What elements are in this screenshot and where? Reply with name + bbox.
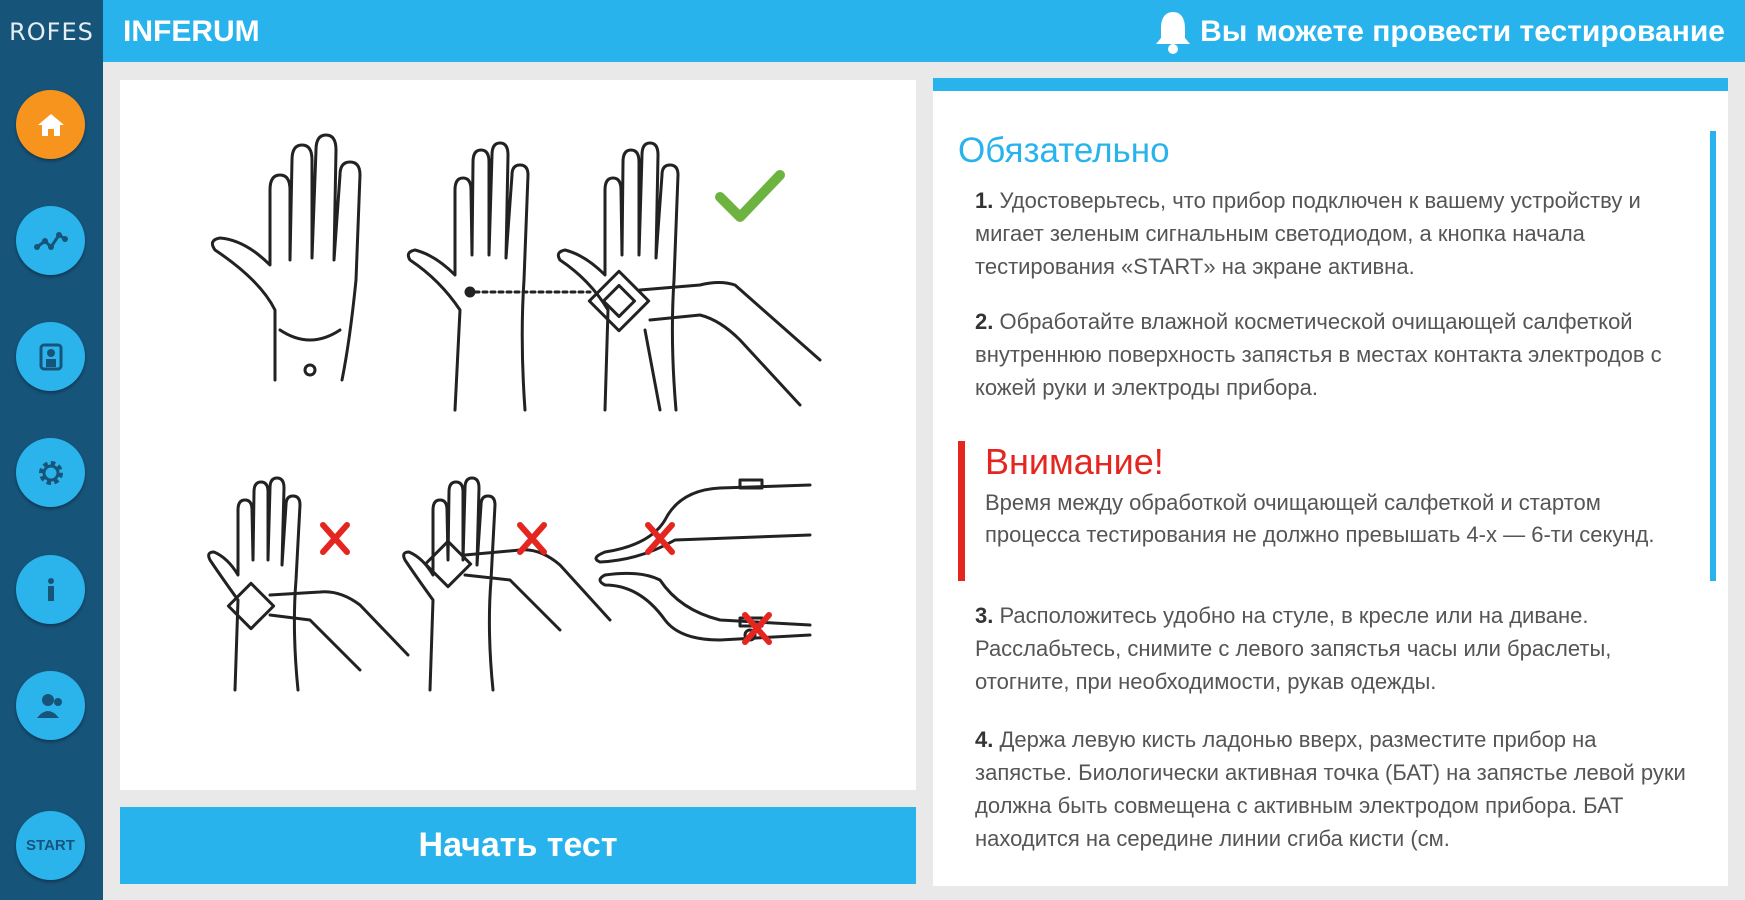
warning-text: Время между обработкой очищающей салфеткой и стартом процесса тестирования не должно превышать 4-х — 6-ти секунд. [985, 490, 1655, 547]
instructions-panel[interactable] [933, 78, 1728, 886]
warning-title: Внимание! [985, 441, 1164, 482]
nav-home-button[interactable] [16, 90, 85, 159]
home-icon [33, 107, 69, 143]
chart-line-icon [33, 223, 69, 259]
start-label: START [26, 837, 75, 854]
step-1-number: 1. [975, 188, 994, 213]
step-4-number: 4. [975, 727, 994, 752]
wrist-placement-illustration [120, 80, 916, 790]
app-logo: ROFES [9, 18, 94, 46]
step-3 [975, 599, 1695, 698]
required-title: Обязательно [958, 131, 1170, 170]
test-available-notice: Вы можете провести тестирование [1200, 15, 1725, 48]
nav-analytics-button[interactable] [16, 206, 85, 275]
start-button[interactable] [16, 811, 85, 880]
step-2 [975, 305, 1695, 404]
header-bar [103, 0, 1745, 62]
sidebar [0, 0, 103, 900]
app-title: INFERUM [123, 15, 260, 48]
step-1 [975, 184, 1695, 283]
start-test-button[interactable]: Начать тест [120, 807, 916, 884]
illustration-panel [120, 80, 916, 790]
nav-settings-button[interactable] [16, 438, 85, 507]
step-3-text: Расположитесь удобно на стуле, в кресле или на диване. Расслабьтесь, снимите с левого запястья часы или браслеты, отогните, при необходимости, рукав одежды. [975, 603, 1612, 694]
bell-icon[interactable] [1148, 6, 1198, 56]
nav-device-button[interactable] [16, 322, 85, 391]
nav-info-button[interactable] [16, 555, 85, 624]
device-icon [33, 339, 69, 375]
step-2-number: 2. [975, 309, 994, 334]
gear-icon [33, 455, 69, 491]
step-4 [975, 723, 1695, 855]
scrollbar[interactable] [1710, 131, 1716, 581]
warning-box [958, 441, 1678, 581]
step-3-number: 3. [975, 603, 994, 628]
step-4-text: Держа левую кисть ладонью вверх, разместите прибор на запястье. Биологически активная точка (БАТ) на запястье левой руки должна быть совмещена с активным электродом прибора. БАТ находится на середине линии сгиба кисти (см. [975, 727, 1686, 851]
users-icon [33, 688, 69, 724]
nav-users-button[interactable] [16, 671, 85, 740]
step-2-text: Обработайте влажной косметической очищающей салфеткой внутреннюю поверхность запястья в местах контакта электродов с кожей руки и электроды прибора. [975, 309, 1662, 400]
step-1-text: Удостоверьтесь, что прибор подключен к вашему устройству и мигает зеленым сигнальным светодиодом, а кнопка начала тестирования «START» на экране активна. [975, 188, 1641, 279]
info-icon [33, 572, 69, 608]
